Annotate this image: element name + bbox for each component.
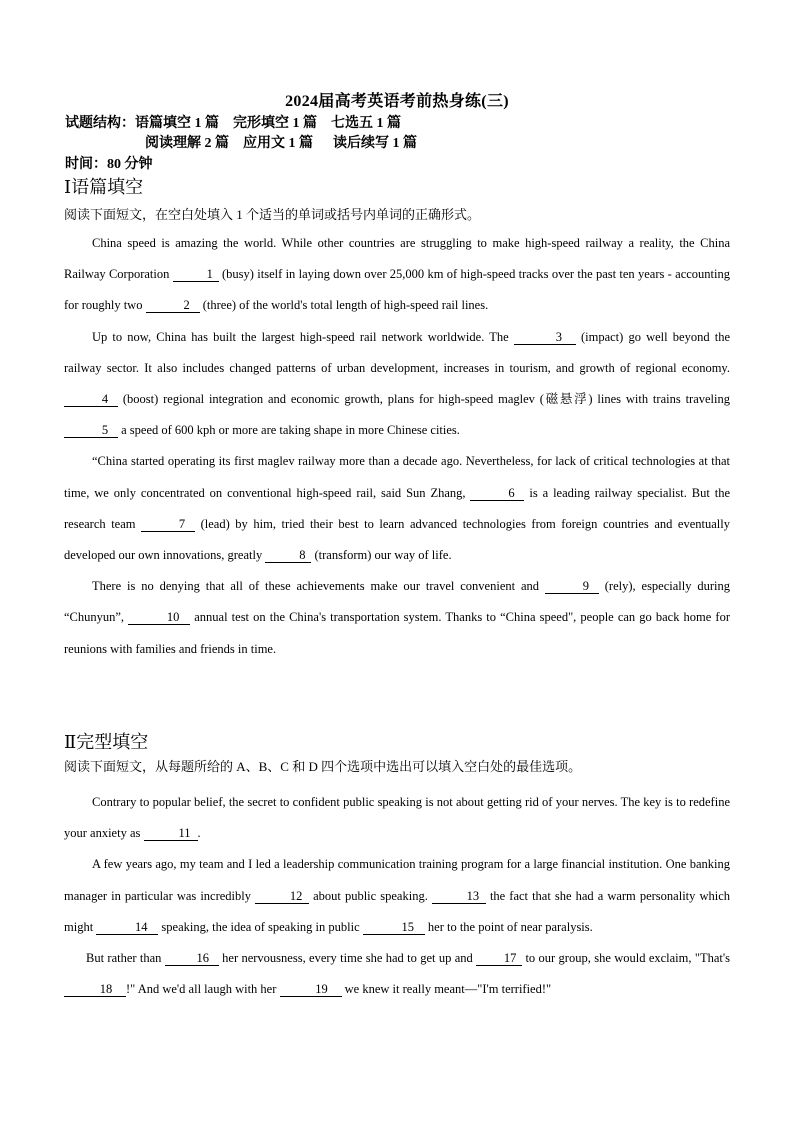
answer-blank[interactable]: 19 [280, 982, 342, 997]
section-1-instruction: 阅读下面短文，在空白处填入 1 个适当的单词或括号内单词的正确形式。 [64, 207, 481, 222]
section-2-heading: Ⅱ完型填空 [64, 732, 149, 752]
answer-blank[interactable]: 8 [265, 548, 311, 563]
section-1-passage [64, 228, 730, 665]
answer-blank[interactable]: 1 [173, 267, 219, 282]
structure-item: 应用文 1 篇 [243, 136, 313, 151]
passage-paragraph: “China started operating its first maglev railway more than a decade ago. Nevertheless, for lack of critical technologies at that time, we only concentrated on conventional high-speed rail, said Sun Zhang, 6 is a leading railway specialist. But the research team 7 (lead) by him, tried their best to learn advanced technologies from foreign countries and eventually developed our own innovations, greatly 8 (transform) our way of life. [64, 454, 730, 563]
answer-blank[interactable]: 9 [545, 579, 599, 594]
structure-item: 阅读理解 2 篇 [145, 136, 229, 151]
structure-item: 读后续写 1 篇 [333, 136, 417, 151]
passage-paragraph: There is no denying that all of these achievements make our travel convenient and 9 (rely), especially during “Chunyun”, 10 annual test on the China's transportation system. Thanks to “China speed", people can go back home for reunions with families and friends in time. [64, 579, 730, 656]
section-2-passage [64, 787, 730, 1005]
answer-blank[interactable]: 6 [470, 486, 524, 501]
passage-paragraph: Contrary to popular belief, the secret to confident public speaking is not about getting rid of your nerves. The key is to redefine your anxiety as 11 . [64, 795, 730, 841]
structure-line-2 [145, 132, 417, 152]
document-title: 2024届高考英语考前热身练(三) [285, 93, 509, 110]
answer-blank[interactable]: 11 [144, 826, 198, 841]
answer-blank[interactable]: 18 [64, 982, 126, 997]
section-2-instruction: 阅读下面短文，从每题所给的 A、B、C 和 D 四个选项中选出可以填入空白处的最佳选项。 [64, 759, 582, 774]
answer-blank[interactable]: 14 [96, 920, 158, 935]
passage-paragraph: Up to now, China has built the largest high-speed rail network worldwide. The 3 (impact) go well beyond the railway sector. It also includes changed patterns of urban development, increases in tourism, and growth of regional economy. 4 (boost) regional integration and economic growth, plans for high-speed maglev (磁悬浮) lines with trains traveling 5 a speed of 600 kph or more are taking shape in more Chinese cities. [64, 329, 730, 438]
exam-time: 时间：80 分钟 [65, 157, 153, 172]
answer-blank[interactable]: 13 [432, 889, 486, 904]
passage-paragraph: China speed is amazing the world. While other countries are struggling to make high-speed railway a reality, the China Railway Corporation 1 (busy) itself in laying down over 25,000 km of high-speed tracks over the past ten years - accounting for roughly two 2 (three) of the world's total length of high-speed rail lines. [64, 236, 730, 313]
passage-paragraph: A few years ago, my team and I led a leadership communication training program for a large financial institution. One banking manager in particular was incredibly 12 about public speaking. 13 the fact that she had a warm personality which might 14 speaking, the idea of speaking in public 15 her to the point of near paralysis. [64, 857, 730, 934]
answer-blank[interactable]: 12 [255, 889, 309, 904]
answer-blank[interactable]: 2 [146, 298, 200, 313]
answer-blank[interactable]: 5 [64, 423, 118, 438]
answer-blank[interactable]: 10 [128, 610, 190, 625]
answer-blank[interactable]: 15 [363, 920, 425, 935]
answer-blank[interactable]: 17 [476, 951, 522, 966]
passage-paragraph: But rather than 16 her nervousness, every time she had to get up and 17 to our group, she would exclaim, "That's 18 !" And we'd all laugh with her 19 we knew it really meant—"I'm terrified!" [64, 943, 730, 1005]
structure-item: 七选五 1 篇 [331, 116, 401, 131]
answer-blank[interactable]: 16 [165, 951, 219, 966]
structure-line-1 [65, 112, 401, 132]
answer-blank[interactable]: 4 [64, 392, 118, 407]
answer-blank[interactable]: 3 [514, 330, 576, 345]
structure-item: 完形填空 1 篇 [233, 116, 317, 131]
structure-item: 语篇填空 1 篇 [135, 116, 219, 131]
answer-blank[interactable]: 7 [141, 517, 195, 532]
section-1-heading: Ⅰ语篇填空 [64, 177, 144, 197]
structure-label: 试题结构： [65, 116, 135, 131]
